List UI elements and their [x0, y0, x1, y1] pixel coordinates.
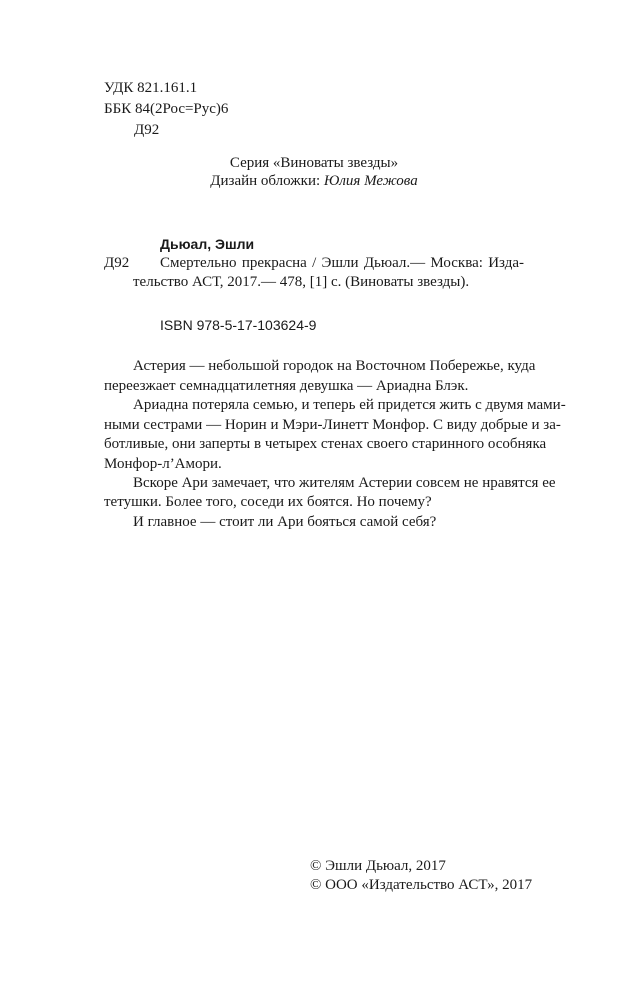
annotation-line: переезжает семнадцатилетняя девушка — Ариадна Блэк.	[104, 378, 469, 394]
cover-designer: Юлия Межова	[323, 173, 418, 189]
annotation-line: ботливые, они заперты в четырех стенах своего старинного особняка	[104, 436, 547, 452]
bbk-code: ББК 84(2Рос=Рус)6	[104, 101, 229, 117]
annotation-line: Монфор-л’Амори.	[104, 456, 222, 472]
udk-code: УДК 821.161.1	[104, 80, 198, 96]
record-mark: Д92	[104, 255, 130, 271]
record-description-line-2: тельство АСТ, 2017.— 478, [1] с. (Виноваты звезды).	[133, 274, 470, 290]
annotation-line: Астерия — небольшой городок на Восточном Побережье, куда	[133, 358, 536, 374]
annotation-line: тетушки. Более того, соседи их боятся. Но почему?	[104, 494, 432, 510]
series-line: Серия «Виноваты звезды»	[229, 155, 399, 171]
cover-design-line	[104, 171, 524, 191]
annotation-line: И главное — стоит ли Ари бояться самой себя?	[133, 514, 437, 530]
annotation-line: Вскоре Ари замечает, что жителям Астерии совсем не нравятся ее	[133, 475, 556, 491]
record-description-line-1: Смертельно прекрасна / Эшли Дьюал.— Москва: Изда-	[160, 255, 524, 271]
annotation-line: ными сестрами — Норин и Мэри-Линетт Монфор. С виду добрые и за-	[104, 417, 561, 433]
annotation-line: Ариадна потеряла семью, и теперь ей придется жить с двумя мами-	[133, 397, 566, 413]
copyright-author: © Эшли Дьюал, 2017	[310, 858, 446, 874]
record-author: Дьюал, Эшли	[160, 236, 255, 252]
author-mark: Д92	[134, 122, 160, 138]
copyright-publisher: © ООО «Издательство АСТ», 2017	[310, 877, 533, 893]
isbn: ISBN 978-5-17-103624-9	[160, 317, 317, 333]
cover-design-label: Дизайн обложки:	[210, 173, 321, 189]
